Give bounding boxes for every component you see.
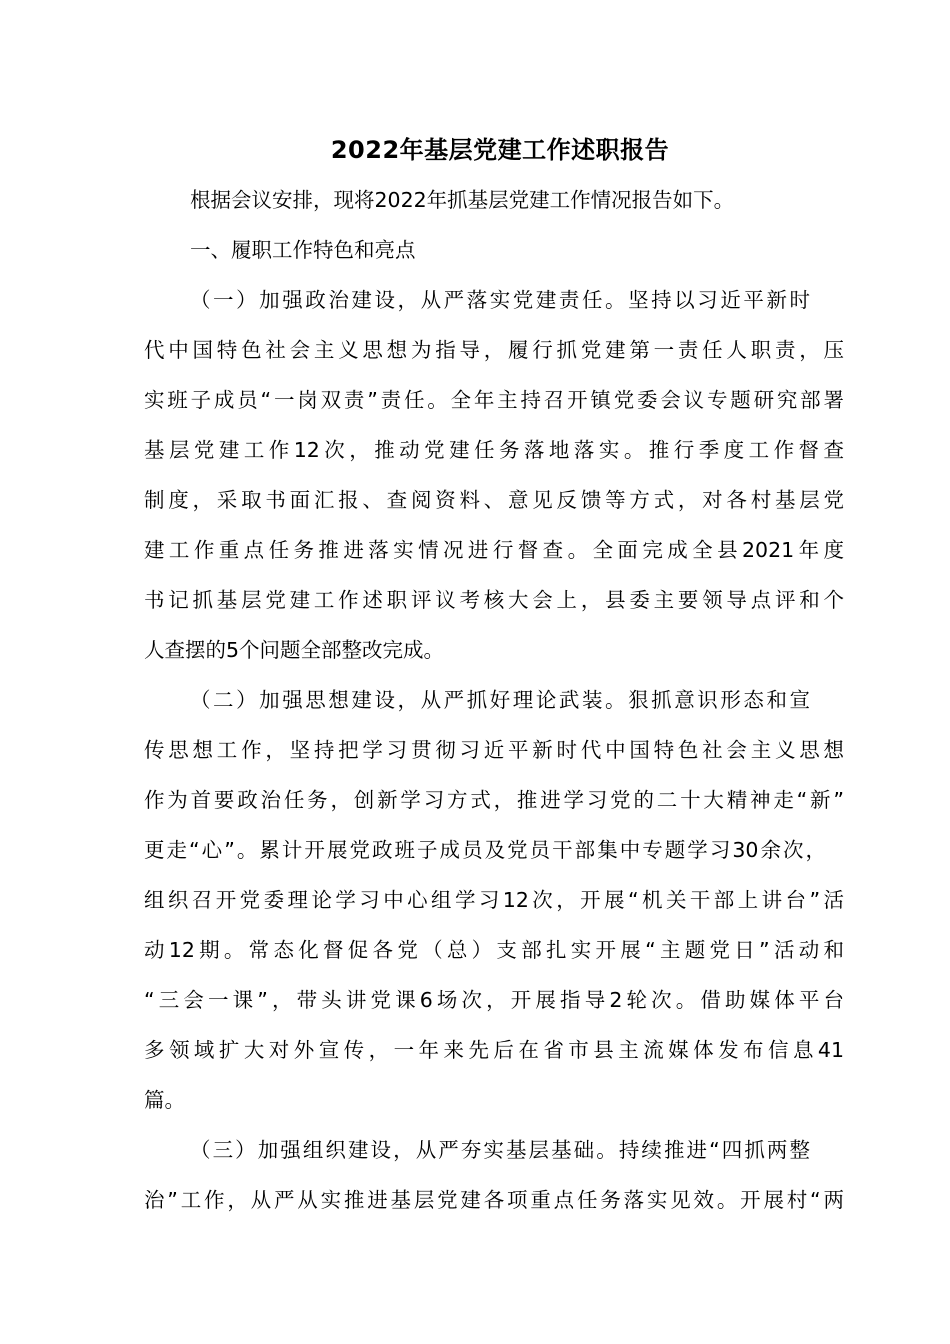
paragraph-line: 制度，采取书面汇报、查阅资料、意见反馈等方式，对各村基层党 [144,488,844,512]
paragraph-line: 书记抓基层党建工作述职评议考核大会上，县委主要领导点评和个 [144,588,844,612]
paragraph-line: 篇。 [144,1088,185,1112]
paragraph-line: 作为首要政治任务，创新学习方式，推进学习党的二十大精神走“新” [144,788,844,812]
paragraph-line: （二）加强思想建设，从严抓好理论武装。狠抓意识形态和宣 [190,688,810,712]
paragraph-line: 建工作重点任务推进落实情况进行督查。全面完成全县2021年度 [144,538,844,562]
document-title: 2022年基层党建工作述职报告 [330,136,670,164]
paragraph-line: 更走“心”。累计开展党政班子成员及党员干部集中专题学习30余次， [144,838,826,862]
paragraph-line: （三）加强组织建设，从严夯实基层基础。持续推进“四抓两整 [190,1138,810,1162]
intro-paragraph: 根据会议安排，现将2022年抓基层党建工作情况报告如下。 [190,188,735,212]
paragraph-line: 多领域扩大对外宣传，一年来先后在省市县主流媒体发布信息41 [144,1038,844,1062]
paragraph-line: 传思想工作，坚持把学习贯彻习近平新时代中国特色社会主义思想 [144,738,844,762]
paragraph-line: 动12期。常态化督促各党（总）支部扎实开展“主题党日”活动和 [144,938,844,962]
paragraph-line: 代中国特色社会主义思想为指导，履行抓党建第一责任人职责，压 [144,338,844,362]
paragraph-line: “三会一课”，带头讲党课6场次，开展指导2轮次。借助媒体平台 [144,988,844,1012]
section-heading: 一、履职工作特色和亮点 [190,238,416,262]
paragraph-line: 治”工作，从严从实推进基层党建各项重点任务落实见效。开展村“两 [144,1188,844,1212]
paragraph-line: 基层党建工作12次，推动党建任务落地落实。推行季度工作督查 [144,438,844,462]
paragraph-line: 实班子成员“一岗双责”责任。全年主持召开镇党委会议专题研究部署 [144,388,844,412]
paragraph-line: 组织召开党委理论学习中心组学习12次，开展“机关干部上讲台”活 [144,888,844,912]
paragraph-line: （一）加强政治建设，从严落实党建责任。坚持以习近平新时 [190,288,810,312]
paragraph-line: 人查摆的5个问题全部整改完成。 [144,638,445,662]
